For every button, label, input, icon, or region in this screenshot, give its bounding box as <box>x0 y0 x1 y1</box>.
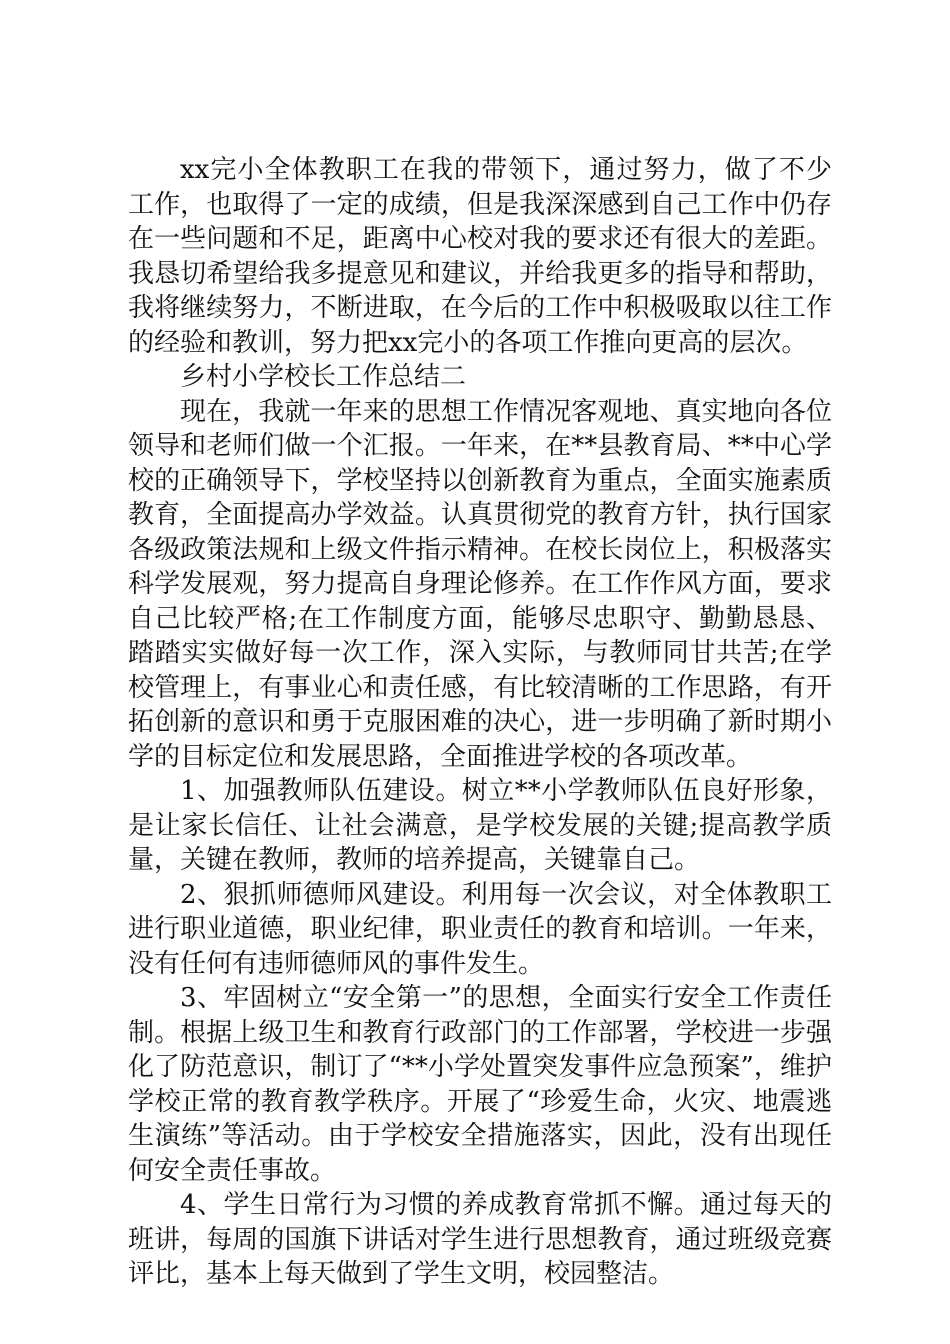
paragraph-closing-summary: xx完小全体教职工在我的带领下，通过努力，做了不少工作，也取得了一定的成绩，但是我深深感到自己工作中仍存在一些问题和不足，距离中心校对我的要求还有很大的差距。我恳切希望给我多提意见和建议，并给我更多的指导和帮助，我将继续努力，不断进取，在今后的工作中积极吸取以往工作的经验和教训，努力把xx完小的各项工作推向更高的层次。 <box>128 155 832 358</box>
section-heading: 乡村小学校长工作总结二 <box>180 362 467 392</box>
paragraph-item-2: 2、狠抓师德师风建设。利用每一次会议，对全体教职工进行职业道德，职业纪律，职业责任的教育和培训。一年来，没有任何有违师德师风的事件发生。 <box>128 879 832 979</box>
paragraph-item-3: 3、牢固树立“安全第一”的思想，全面实行安全工作责任制。根据上级卫生和教育行政部门的工作部署，学校进一步强化了防范意识，制订了“**小学处置突发事件应急预案”，维护学校正常的教育教学秩序。开展了“珍爱生命，火灾、地震逃生演练”等活动。由于学校安全措施落实，因此，没有出现任何安全责任事故。 <box>128 983 832 1186</box>
paragraph-item-4: 4、学生日常行为习惯的养成教育常抓不懈。通过每天的班讲，每周的国旗下讲话对学生进行思想教育，通过班级竞赛评比，基本上每天做到了学生文明，校园整洁。 <box>128 1190 832 1289</box>
paragraph-item-1: 1、加强教师队伍建设。树立**小学教师队伍良好形象，是让家长信任、让社会满意，是学校发展的关键;提高教学质量，关键在教师，教师的培养提高，关键靠自己。 <box>128 776 832 875</box>
paragraph-report-intro: 现在，我就一年来的思想工作情况客观地、真实地向各位领导和老师们做一个汇报。一年来，在**县教育局、**中心学校的正确领导下，学校坚持以创新教育为重点，全面实施素质教育，全面提高办学效益。认真贯彻党的教育方针，执行国家各级政策法规和上级文件指示精神。在校长岗位上，积极落实科学发展观，努力提高自身理论修养。在工作作风方面，要求自己比较严格;在工作制度方面，能够尽忠职守、勤勤恳恳、踏踏实实做好每一次工作，深入实际，与教师同甘共苦;在学校管理上，有事业心和责任感，有比较清晰的工作思路，有开拓创新的意识和勇于克服困难的决心，进一步明确了新时期小学的目标定位和发展思路，全面推进学校的各项改革。 <box>128 396 832 772</box>
document-body <box>128 153 832 1292</box>
